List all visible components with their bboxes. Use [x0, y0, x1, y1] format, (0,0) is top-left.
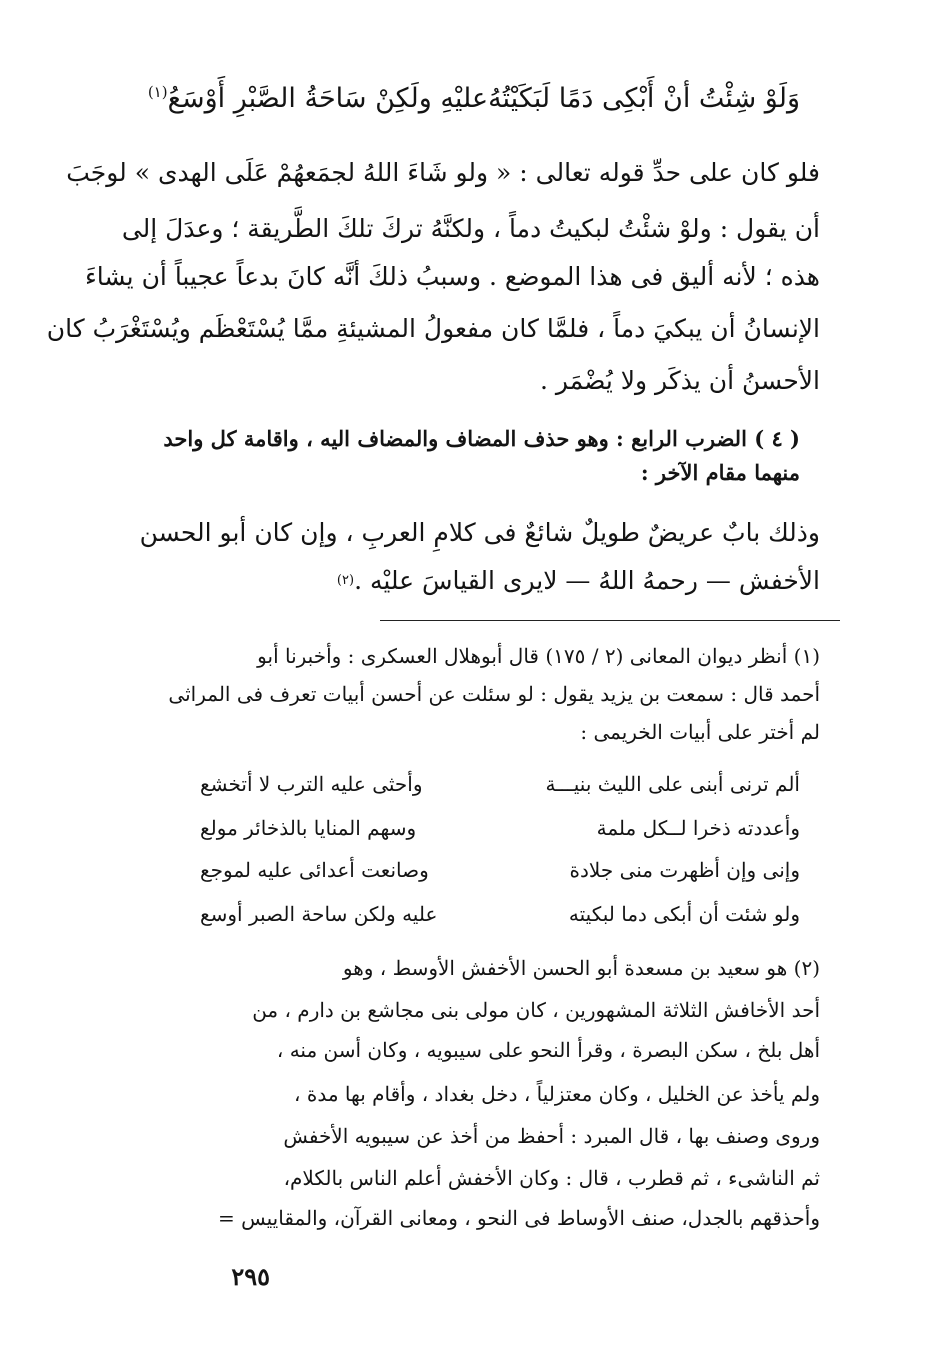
section-heading: منهما مقام الآخر : [640, 459, 800, 485]
footnote-1-line: لم أختر على أبيات الخريمى : [580, 720, 820, 744]
poem-hemistich-left: وصانعت أعدائى عليه لموجع [200, 858, 429, 882]
footnote-1-line: أحمد قال : سمعت بن يزيد يقول : لو سئلت عن أحسن أبيات تعرف فى المراثى [168, 682, 820, 706]
footnote-1-line: (١) أنظر ديوان المعانى (٢ / ١٧٥) قال أبوهلال العسكرى : وأخبرنا أبو [257, 644, 820, 668]
verse-second-hemistich [148, 83, 488, 114]
poem-row [200, 894, 800, 934]
section-line: وذلك بابٌ عريضٌ طويلٌ شائعٌ فى كلامِ العربِ ، وإن كان أبو الحسن [139, 517, 820, 547]
body-line: الإنسانُ أن يبكيَ دماً ، فلمَّا كان مفعولُ المشيئةِ ممَّا يُسْتَعْظَم ويُسْتَغْرَبُ كان [46, 313, 820, 343]
poem-hemistich-right: ولو شئت أن أبكى دما لبكيته [568, 902, 800, 926]
body-line: الأحسنُ أن يذكَر ولا يُضْمَر . [540, 365, 820, 395]
verse-second-text: عليْهِ ولَكِنْ سَاحَةُ الصَّبْرِ أَوْسَعُ [167, 82, 489, 114]
section-heading: ( ٤ ) الضرب الرابع : وهو حذف المضاف والمضاف اليه ، واقامة كل واحد [163, 425, 800, 451]
verse-first-hemistich: وَلَوْ شِئْتُ أنْ أَبْكِى دَمًا لَبَكَيْتُهُ [488, 82, 800, 114]
section-line-with-note [150, 554, 820, 606]
body-line: فلو كان على حدِّ قوله تعالى : « ولو شَاءَ اللهُ لجمَعهُمْ عَلَى الهدى » لوجَبَ [66, 157, 820, 187]
footnote-2-line: أهل بلخ ، سكن البصرة ، وقرأ النحو على سيبويه ، وكان أسن منه ، [276, 1038, 820, 1062]
footnote-ref-1: (١) [147, 82, 168, 101]
poem-row [200, 808, 800, 848]
opening-verse [147, 68, 800, 128]
poem-row [200, 764, 800, 804]
poem-hemistich-right: ألم ترنى أبنى على الليث بنيـــة [545, 772, 800, 796]
footnote-ref-2: (٢) [336, 572, 355, 588]
footnote-2-line: ثم الناشىء ، ثم قطرب ، قال : وكان الأخفش أعلم الناس بالكلام، [283, 1166, 820, 1190]
footnote-2-line: أحد الأخافش الثلاثة المشهورين ، كان مولى بنى مجاشع بن دارم ، من [252, 998, 820, 1022]
footnote-2-line: ولم يأخذ عن الخليل ، وكان معتزلياً ، دخل بغداد ، وأقام بها مدة ، [294, 1082, 820, 1106]
poem-hemistich-left: وأحثى عليه الترب لا أتخشع [200, 772, 423, 796]
footnote-2-line: (٢) هو سعيد بن مسعدة أبو الحسن الأخفش الأوسط ، وهو [342, 956, 820, 980]
poem-hemistich-left: وسهم المنايا بالذخائر مولع [200, 816, 417, 840]
footnote-2-line: وروى وصنف بها ، قال المبرد : أحفظ من أخذ عن سيبويه الأخفش [283, 1124, 820, 1148]
poem-hemistich-right: وأعددته ذخرا لــكل ملمة [596, 816, 800, 840]
section-line-text: الأخفش — رحمهُ اللهُ — لايرى القياسَ عليْه . [354, 565, 820, 595]
poem-row [200, 850, 800, 890]
poem-hemistich-left: عليه ولكن ساحة الصبر أوسع [200, 902, 438, 926]
footnote-separator [380, 620, 840, 621]
body-line: أن يقول : ولوْ شئْتُ لبكيتُ دماً ، ولكنَّهُ تركَ تلكَ الطَّريقة ؛ وعدَلَ إلى [121, 213, 820, 243]
poem-hemistich-right: وإنى وإن أظهرت منى جلادة [569, 858, 800, 882]
footnote-2-line: وأحذقهم بالجدل، صنف الأوساط فى النحو ، ومعانى القرآن، والمقاييس = [218, 1206, 820, 1230]
page-number: ٢٩٥ [231, 1262, 270, 1291]
body-line: هذه ؛ لأنه أليق فى هذا الموضع . وسببُ ذلكَ أنَّه كانَ بدعاً عجيباً أن يشاءَ [84, 261, 820, 291]
